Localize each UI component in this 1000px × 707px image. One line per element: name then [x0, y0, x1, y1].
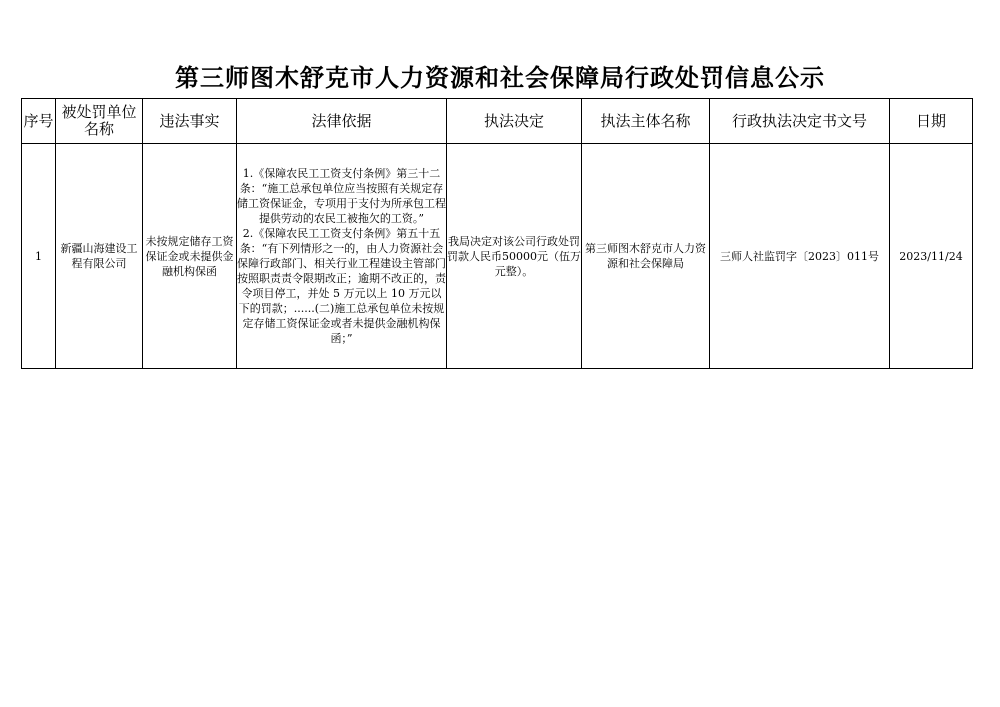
table-header-row: [22, 99, 973, 144]
header-date: 日期: [890, 99, 973, 144]
header-punished-unit: 被处罚单位名称: [56, 99, 143, 144]
header-doc-number: 行政执法决定书文号: [710, 99, 890, 144]
header-authority: 执法主体名称: [582, 99, 710, 144]
header-violation-facts: 违法事实: [143, 99, 237, 144]
cell-seq: 1: [22, 144, 56, 369]
header-decision: 执法决定: [447, 99, 582, 144]
cell-punished-unit: 新疆山海建设工程有限公司: [56, 144, 143, 369]
cell-doc-number: 三师人社监罚字〔2023〕011号: [710, 144, 890, 369]
cell-violation-facts: 未按规定储存工资保证金或未提供金融机构保函: [143, 144, 237, 369]
header-seq: 序号: [22, 99, 56, 144]
header-legal-basis: 法律依据: [237, 99, 447, 144]
cell-authority: 第三师图木舒克市人力资源和社会保障局: [582, 144, 710, 369]
cell-decision: 我局决定对该公司行政处罚罚款人民币50000元（伍万元整）。: [447, 144, 582, 369]
page-title: 第三师图木舒克市人力资源和社会保障局行政处罚信息公示: [175, 63, 825, 92]
cell-legal-basis: 1.《保障农民工工资支付条例》第三十二条：“施工总承包单位应当按照有关规定存储工资保证金，专项用于支付为所承包工程提供劳动的农民工被拖欠的工资。” 2.《保障农民工工资支付条例》第五十五条：“有下列情形之一的，由人力资源社会保障行政部门、相关行业工程建设主管部门按照职责责令限期改正；逾期不改正的，责令项目停工，并处 5 万元以上 10 万元以下的罚款；......(二)施工总承包单位未按规定存储工资保证金或者未提供金融机构保函；”: [237, 144, 447, 369]
penalty-table: [21, 98, 973, 369]
cell-date: 2023/11/24: [890, 144, 973, 369]
table-row: [22, 144, 973, 369]
